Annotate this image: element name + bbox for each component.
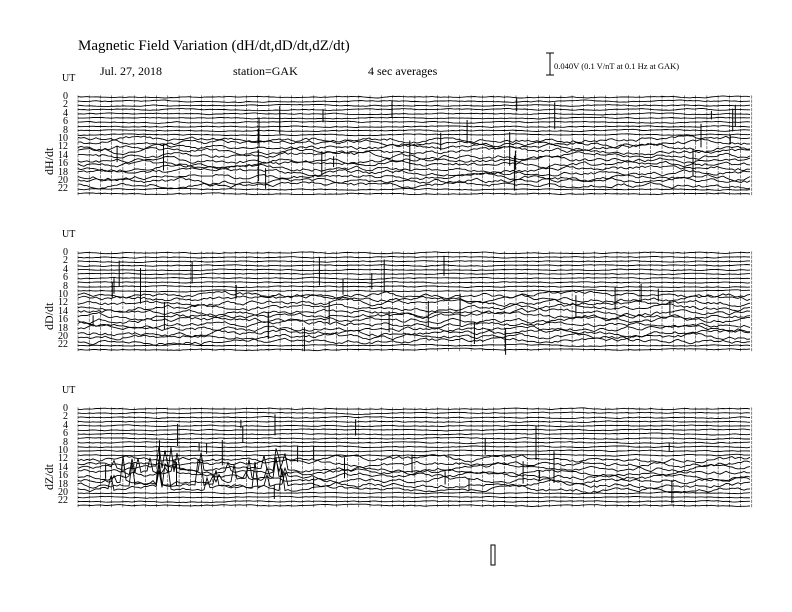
hour-tick-label: 18 [58, 322, 68, 334]
trace-line [78, 256, 750, 258]
trace-line [78, 252, 750, 254]
hour-tick-label: 14 [58, 461, 68, 473]
hour-tick-label: 4 [63, 419, 68, 431]
hour-tick-label: 4 [63, 107, 68, 119]
trace-line [78, 100, 750, 103]
averaging-label: 4 sec averages [368, 64, 438, 78]
trace-line [78, 433, 750, 435]
trace-line [78, 129, 750, 131]
hour-tick-label: 16 [58, 158, 68, 170]
trace-line [78, 144, 750, 153]
hour-tick-label: 16 [58, 314, 68, 326]
trace-line [78, 446, 750, 448]
trace-line [78, 324, 750, 332]
hour-tick-label: 12 [58, 141, 68, 153]
chart-title: Magnetic Field Variation (dH/dt,dD/dt,dZ/dt) [78, 38, 350, 54]
marker-box [491, 545, 495, 565]
trace-line [78, 320, 750, 329]
trace-line [78, 437, 750, 439]
trace-line [78, 501, 750, 503]
trace-line [78, 126, 750, 128]
hour-tick-label: 22 [58, 495, 68, 507]
trace-line [78, 277, 750, 279]
trace-line [78, 286, 750, 288]
hour-tick-label: 0 [63, 403, 68, 414]
trace-line [78, 425, 750, 427]
panel-1 [78, 251, 752, 354]
trace-line [78, 282, 750, 284]
trace-line [78, 421, 750, 423]
panel-2 [78, 407, 752, 507]
trace-line [78, 416, 750, 418]
trace-line [78, 168, 750, 176]
hour-tick-label: 18 [58, 166, 68, 178]
hour-tick-label: 12 [58, 453, 68, 465]
component-label: dZ/dt [42, 464, 56, 490]
trace-line [78, 113, 750, 115]
trace-line [78, 108, 750, 110]
trace-line [78, 492, 750, 494]
hour-tick-label: 10 [58, 133, 68, 144]
trace-line [78, 496, 750, 498]
trace-line [78, 104, 750, 106]
hour-tick-label: 20 [58, 487, 68, 498]
hour-tick-label: 4 [63, 263, 68, 275]
trace-line [78, 134, 750, 136]
ut-label: UT [62, 73, 76, 84]
ut-label: UT [62, 385, 76, 396]
hour-tick-label: 10 [58, 445, 68, 456]
ut-label: UT [62, 229, 76, 240]
trace-line [78, 316, 750, 324]
trace-line [78, 188, 750, 190]
trace-line [78, 117, 750, 119]
component-label: dH/dt [42, 147, 56, 175]
hour-tick-label: 12 [58, 297, 68, 309]
trace-line [78, 454, 750, 456]
trace-line [78, 151, 750, 160]
station-label: station=GAK [233, 64, 298, 78]
hour-tick-label: 22 [58, 339, 68, 351]
hour-tick-label: 20 [58, 175, 68, 186]
trace-line [78, 429, 750, 431]
trace-line [78, 329, 750, 337]
trace-line [78, 273, 750, 275]
hour-tick-label: 20 [58, 331, 68, 342]
scale-bar [546, 53, 554, 75]
hour-tick-label: 0 [63, 247, 68, 258]
trace-line [78, 504, 750, 506]
trace-line [78, 146, 750, 155]
hour-tick-label: 8 [63, 436, 68, 448]
hour-tick-label: 22 [58, 183, 68, 195]
hour-tick-label: 6 [63, 428, 68, 440]
hour-tick-label: 14 [58, 305, 68, 317]
trace-line [78, 139, 750, 149]
hour-tick-label: 6 [63, 272, 68, 284]
trace-line [78, 121, 750, 123]
trace-line [78, 450, 750, 452]
trace-line [78, 348, 750, 351]
trace-line [78, 344, 750, 347]
hour-tick-label: 16 [58, 470, 68, 482]
hour-tick-label: 8 [63, 280, 68, 292]
component-label: dD/dt [42, 302, 56, 330]
date-label: Jul. 27, 2018 [100, 64, 163, 78]
hour-tick-label: 2 [63, 99, 68, 111]
hour-tick-label: 0 [63, 91, 68, 102]
trace-line [78, 412, 750, 414]
trace-line [78, 193, 750, 195]
trace-line [78, 304, 750, 313]
trace-line [78, 261, 750, 263]
hour-tick-label: 2 [63, 255, 68, 267]
scale-note: 0.040V (0.1 V/nT at 0.1 Hz at GAK) [554, 61, 680, 71]
hour-tick-label: 2 [63, 411, 68, 423]
hour-tick-label: 6 [63, 116, 68, 128]
trace-line [78, 96, 750, 98]
trace-line [78, 181, 750, 189]
hour-tick-label: 10 [58, 289, 68, 300]
trace-line [78, 265, 750, 267]
hour-tick-label: 18 [58, 478, 68, 490]
panel-0 [78, 95, 752, 195]
trace-line [78, 269, 750, 271]
trace-line [78, 290, 750, 292]
hour-tick-label: 14 [58, 149, 68, 161]
trace-line [78, 442, 750, 444]
hour-tick-label: 8 [63, 124, 68, 136]
trace-line [78, 408, 750, 410]
